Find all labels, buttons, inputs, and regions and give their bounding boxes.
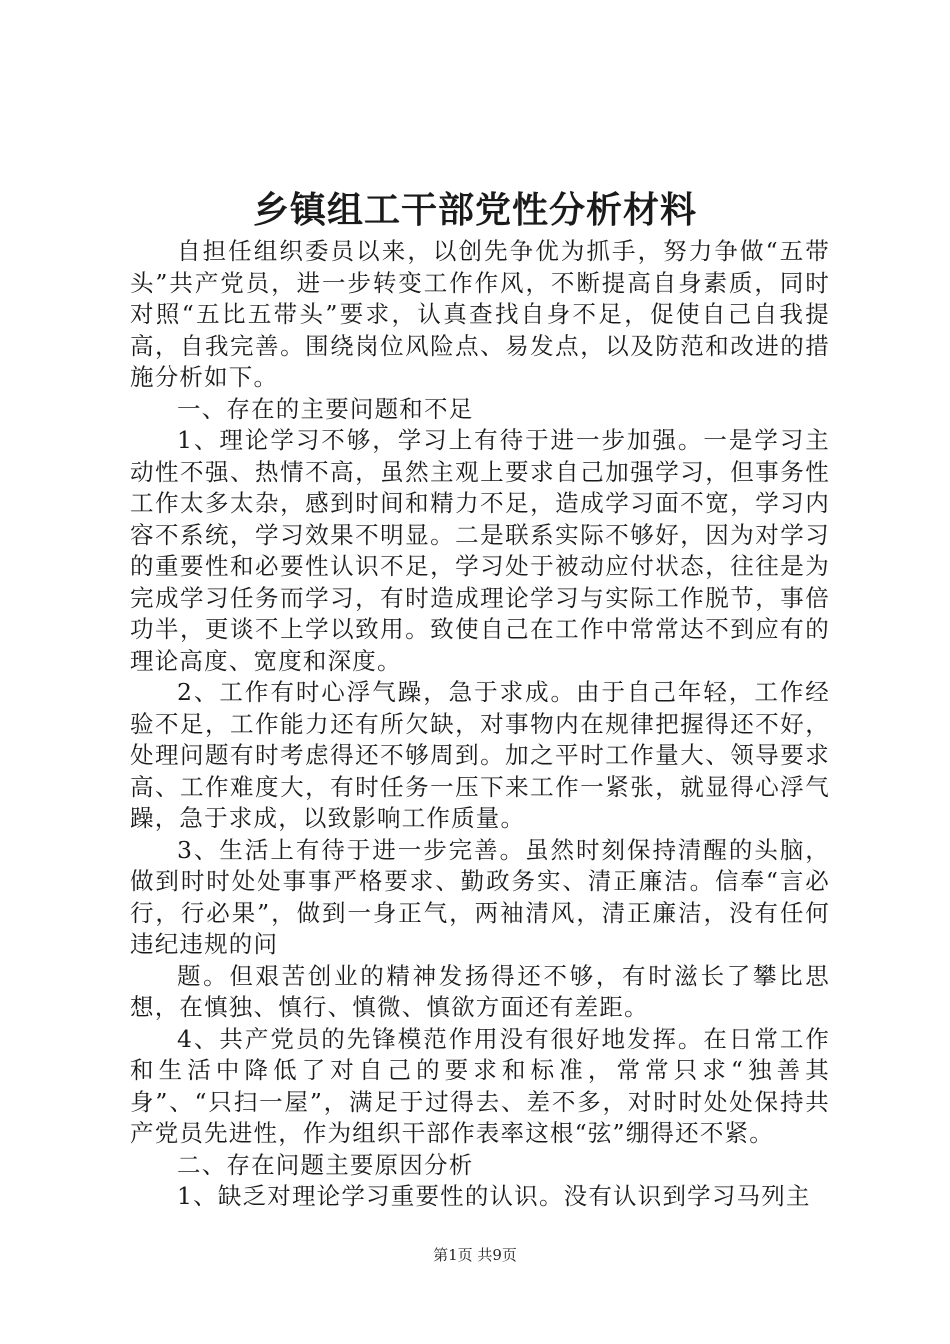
section-heading-causes: 二、存在问题主要原因分析 [177,1150,474,1179]
problem-item-1: 1、理论学习不够，学习上有待于进一步加强。一是学习主动性不强、热情不高，虽然主观上要求自己加强学习，但事务性工作太多太杂，感到时间和精力不足，造成学习面不宽，学习内容不系统，学习效果不明显。二是联系实际不够好，因为对学习的重要性和必要性认识不足，学习处于被动应付状态，往往是为完成学习任务而学习，有时造成理论学习与实际工作脱节，事倍功半，更谈不上学以致用。致使自己在工作中常常达不到应有的理论高度、宽度和深度。 [130,426,830,675]
section-heading-problems: 一、存在的主要问题和不足 [177,394,474,423]
page-footer: 第1页 共9页 [433,1246,517,1264]
problem-item-3: 3、生活上有待于进一步完善。虽然时刻保持清醒的头脑，做到时时处处事事严格要求、勤政务实、清正廉洁。信奉“言必行，行必果”，做到一身正气，两袖清风，清正廉洁，没有任何违纪违规的问 [130,835,830,958]
intro-paragraph: 自担任组织委员以来，以创先争优为抓手，努力争做“五带头”共产党员，进一步转变工作作风，不断提高自身素质，同时对照“五比五带头”要求，认真查找自身不足，促使自己自我提高，自我完善。围绕岗位风险点、易发点，以及防范和改进的措施分析如下。 [130,237,830,391]
document-body [130,236,830,1213]
document-title: 乡镇组工干部党性分析材料 [252,189,697,231]
problem-item-3-continued: 题。但艰苦创业的精神发扬得还不够，有时滋长了攀比思想，在慎独、慎行、慎微、慎欲方面还有差距。 [130,961,830,1021]
problem-item-4: 4、共产党员的先锋模范作用没有很好地发挥。在日常工作和生活中降低了对自己的要求和标准，常常只求“独善其身”、“只扫一屋”，满足于过得去、差不多，对时时处处保持共产党员先进性，作为组织干部作表率这根“弦”绷得还不紧。 [130,1024,830,1147]
cause-item-1: 1、缺乏对理论学习重要性的认识。没有认识到学习马列主 [177,1182,811,1210]
problem-item-2: 2、工作有时心浮气躁，急于求成。由于自己年轻，工作经验不足，工作能力还有所欠缺，对事物内在规律把握得还不好，处理问题有时考虑得还不够周到。加之平时工作量大、领导要求高、工作难度大，有时任务一压下来工作一紧张，就显得心浮气躁，急于求成，以致影响工作质量。 [130,678,830,832]
